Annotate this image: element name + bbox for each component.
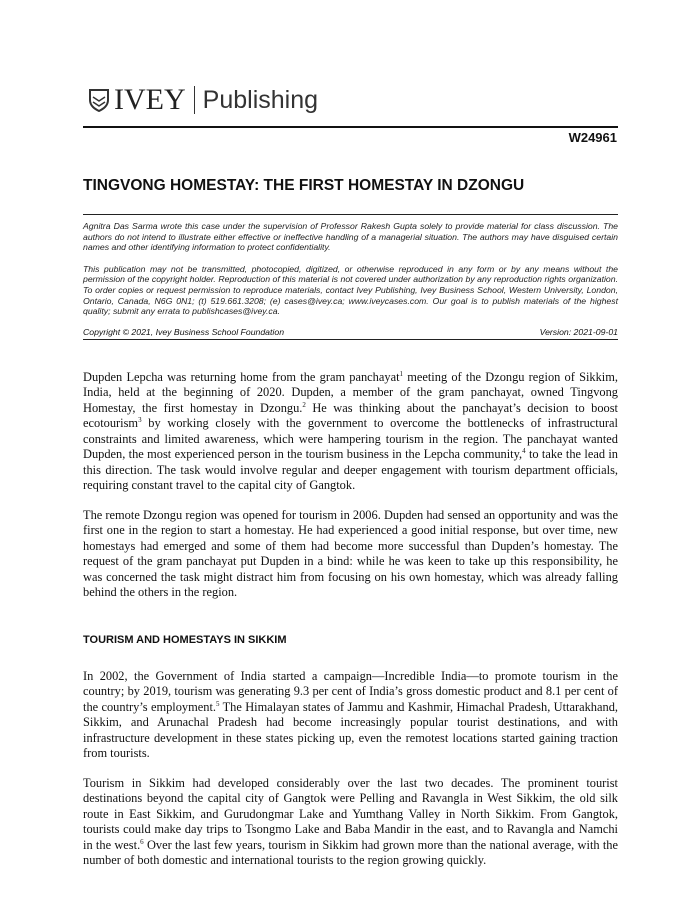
logo-divider xyxy=(194,86,195,114)
body-paragraph xyxy=(83,669,618,762)
title-rule xyxy=(83,214,618,215)
paragraph-text: Over the last few years, tourism in Sikkim had grown more than the national average, with the number of both domestic and international tourists to the region growing quickly. xyxy=(83,837,619,868)
footnote-marker: 1 xyxy=(399,369,404,378)
version-text: Version: 2021-09-01 xyxy=(539,326,618,337)
paragraph-text: by working closely with the government to overcome the bottlenecks of infrastructural constraints and limited awareness, which were hampering tourism in the region. The panchayat wanted Dupden, the most experienced person in the tourism business in the Lepcha community, xyxy=(83,416,618,462)
copyright-notice: This publication may not be transmitted, photocopied, digitized, or otherwise reproduced in any form or by any means without the permission of the copyright holder. Reproduction of this material is not covered under authorization by any reproduction rights organization. To order copies or request permission to reproduce materials, contact Ivey Publishing, Ivey Business School, Western University, London, Ontario, Canada, N6G 0N1; (t) 519.661.3208; (e) cases@ivey.ca; www.iveycases.com. Our goal is to publish materials of the highest quality; submit any errata to publishcases@ivey.ca. xyxy=(83,263,618,317)
paragraph-text: Dupden Lepcha was returning home from the gram panchayat xyxy=(83,369,400,384)
body-paragraph xyxy=(83,508,618,601)
paragraph-text: The Himalayan states of Jammu and Kashmir, Himachal Pradesh, Uttarakhand, Sikkim, and Arunachal Pradesh had become increasingly popular tourist destinations, and with infrastructure development in these states picking up, even the remotest locations started gaining traction from tourists. xyxy=(83,699,618,761)
paragraph-text: Tourism in Sikkim had developed considerably over the last two decades. The prominent tourist destinations beyond the capital city of Gangtok were Pelling and Ravangla in West Sikkim, the old silk route in East Sikkim, and Gurudongmar Lake and Yumthang Valley in North Sikkim. From Gangtok, tourists could make day trips to Tsongmo Lake and Baba Mandir in the east, and to Ravangla and Namchi in the west. xyxy=(83,775,618,852)
logo-wordmark: IVEY xyxy=(114,83,186,116)
footnote-marker: 4 xyxy=(522,447,526,456)
ivey-publishing-logo xyxy=(88,82,318,118)
paragraph-text: In 2002, the Government of India started a campaign—Incredible India—to promote tourism in the country; by 2019, tourism was generating 9.3 per cent of India’s gross domestic product and 8.1 per cent of the country’s employment. xyxy=(83,668,618,714)
body-paragraph xyxy=(83,370,618,494)
paragraph-text: He was thinking about the panchayat’s decision to boost ecotourism xyxy=(83,400,618,431)
footnote-marker: 3 xyxy=(138,416,142,425)
header-rule xyxy=(83,126,618,128)
body-paragraph xyxy=(83,776,618,869)
publisher-name: Publishing xyxy=(202,85,319,114)
authorship-note: Agnitra Das Sarma wrote this case under the supervision of Professor Rakesh Gupta solely to provide material for class discussion. The authors do not intend to illustrate either effective or ineffective handling of a managerial situation. The authors may have disguised certain names and other identifying information to protect confidentiality. xyxy=(83,221,618,253)
footnote-marker: 6 xyxy=(140,837,144,846)
shield-crest-icon xyxy=(88,88,110,112)
copyright-text: Copyright © 2021, Ivey Business School Foundation xyxy=(83,326,285,337)
paragraph-text: meeting of the Dzongu region of Sikkim, India, held at the beginning of 2020. Dupden, a member of the gram panchayat, owned Tingvong Homestay, the first homestay in Dzongu. xyxy=(83,369,618,415)
case-body xyxy=(83,370,618,869)
case-title: TINGVONG HOMESTAY: THE FIRST HOMESTAY IN DZONGU xyxy=(83,177,525,194)
paragraph-text: to take the lead in this direction. The task would involve regular and deeper engagement with tourism department officials, requiring constant travel to the capital city of Gangtok. xyxy=(83,447,618,493)
copyright-line xyxy=(83,327,618,340)
document-flow xyxy=(83,214,618,883)
section-heading: TOURISM AND HOMESTAYS IN SIKKIM xyxy=(83,633,287,646)
footnote-marker: 2 xyxy=(302,400,306,409)
paragraph-text: The remote Dzongu region was opened for tourism in 2006. Dupden had sensed an opportunity and was the first one in the region to start a homestay. He had experienced a good initial response, but over time, new homestays had emerged and some of them had become more successful than Dupden’s homestay. The request of the gram panchayat put Dupden in a bind: while he was keen to take up this responsibility, he was concerned the task might distract him from focusing on his own homestay, which was already falling behind the others in the region. xyxy=(83,507,618,600)
footnote-marker: 5 xyxy=(215,699,220,708)
case-code: W24961 xyxy=(568,130,617,145)
